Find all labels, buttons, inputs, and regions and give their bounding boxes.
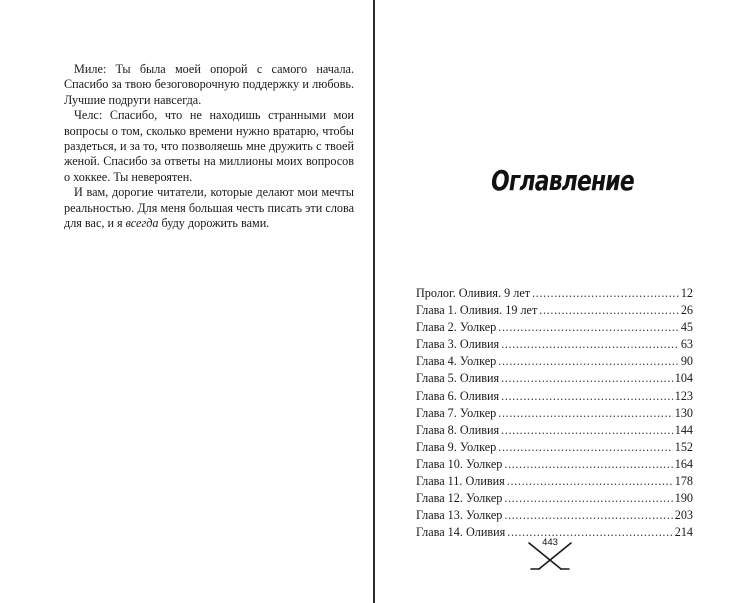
toc-entry-label: Глава 7. Уолкер — [416, 405, 497, 420]
toc-entry — [416, 491, 693, 508]
left-page — [0, 0, 373, 603]
paragraph — [64, 185, 354, 231]
dot-leader — [498, 406, 672, 421]
toc-entry-label: Глава 8. Оливия — [416, 422, 500, 437]
table-of-contents — [416, 286, 693, 542]
acknowledgements-text — [64, 62, 354, 231]
toc-entry-label: Глава 3. Оливия — [416, 337, 500, 352]
dot-leader — [507, 474, 673, 489]
dot-leader — [539, 303, 679, 318]
dot-leader — [498, 354, 679, 369]
toc-entry — [416, 406, 693, 423]
page-title: Оглавление — [491, 164, 634, 197]
toc-entry-page: 63 — [680, 337, 693, 352]
toc-entry — [416, 371, 693, 388]
toc-entry-page: 214 — [674, 525, 693, 540]
toc-entry — [416, 457, 693, 474]
toc-entry-page: 203 — [674, 508, 693, 523]
dot-leader — [504, 491, 672, 506]
toc-entry — [416, 423, 693, 440]
toc-entry — [416, 337, 693, 354]
toc-entry — [416, 440, 693, 457]
page-number: 443 — [542, 537, 558, 548]
toc-entry-label: Глава 11. Оливия — [416, 474, 505, 489]
dot-leader — [504, 508, 672, 523]
toc-entry-label: Глава 12. Уолкер — [416, 491, 503, 506]
emphasis-text: всегда — [125, 216, 159, 231]
toc-entry-label: Глава 1. Оливия. 19 лет — [416, 303, 538, 318]
toc-entry-label: Глава 10. Уолкер — [416, 456, 503, 471]
dot-leader — [501, 337, 679, 352]
toc-entry-page: 178 — [674, 474, 693, 489]
page-folio — [525, 535, 575, 575]
toc-entry — [416, 389, 693, 406]
toc-entry-label: Глава 9. Уолкер — [416, 439, 497, 454]
toc-entry-page: 123 — [674, 388, 693, 403]
dot-leader — [501, 389, 673, 404]
paragraph-text: буду дорожить вами. — [158, 216, 270, 231]
toc-entry-page: 144 — [674, 422, 693, 437]
toc-entry-page: 164 — [674, 456, 693, 471]
toc-entry — [416, 474, 693, 491]
dot-leader — [498, 440, 672, 455]
paragraph-text: И вам, дорогие читатели, которые делают мои мечты реальностью. Для меня большая честь писать эти слова для вас, и я — [64, 185, 354, 231]
toc-entry-page: 12 — [680, 286, 693, 300]
toc-entry-page: 26 — [680, 303, 693, 318]
toc-entry — [416, 286, 693, 303]
right-page — [375, 0, 750, 603]
dot-leader — [501, 423, 673, 438]
paragraph: Челс: Спасибо, что не находишь странными мои вопросы о том, сколько времени нужно вратарю, чтобы раздеться, и за то, что позволяешь мне дружить с твоей женой. Спасибо за ответы на миллионы моих вопросов о хоккее. Ты невероятен. — [64, 108, 354, 184]
dot-leader — [532, 286, 679, 301]
toc-entry-label: Пролог. Оливия. 9 лет — [416, 286, 531, 300]
toc-entry — [416, 508, 693, 525]
toc-entry-page: 104 — [674, 371, 693, 386]
toc-entry-page: 90 — [680, 354, 693, 369]
dot-leader — [498, 320, 679, 335]
toc-entry-page: 152 — [674, 439, 693, 454]
toc-entry — [416, 354, 693, 371]
toc-entry-label: Глава 13. Уолкер — [416, 508, 503, 523]
toc-entry-page: 190 — [674, 491, 693, 506]
toc-entry — [416, 303, 693, 320]
toc-entry-page: 130 — [674, 405, 693, 420]
toc-entry-label: Глава 4. Уолкер — [416, 354, 497, 369]
paragraph: Миле: Ты была моей опорой с самого начала. Спасибо за твою безоговорочную поддержку и любовь. Лучшие подруги навсегда. — [64, 62, 354, 107]
dot-leader — [501, 371, 673, 386]
toc-entry-label: Глава 6. Оливия — [416, 388, 500, 403]
toc-entry — [416, 320, 693, 337]
toc-entry-label: Глава 2. Уолкер — [416, 320, 497, 335]
dot-leader — [504, 457, 672, 472]
toc-entry-page: 45 — [680, 320, 693, 335]
toc-entry-label: Глава 14. Оливия — [416, 525, 506, 540]
toc-entry-label: Глава 5. Оливия — [416, 371, 500, 386]
